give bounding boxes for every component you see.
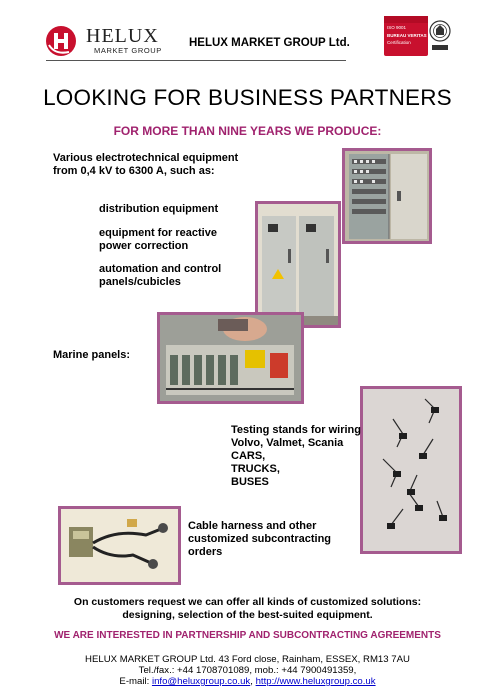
website-link[interactable]: http://www.heluxgroup.co.uk [255,676,376,687]
cable-harness-photo [58,506,181,585]
cable-harness-image [61,509,178,582]
power-cabinets-photo [255,201,341,328]
product-item [99,203,218,216]
offer-text [0,596,495,622]
certification-panel [384,16,428,56]
distribution-cabinet-photo [342,148,432,244]
email-label: E-mail: [119,676,150,687]
product-line: distribution equipment [99,203,219,215]
footer-address: HELUX MARKET GROUP Ltd. 43 Ford close, Rainham, ESSEX, RM13 7AU [85,654,410,665]
product-line: equipment for reactive [99,227,217,239]
page-subtitle: FOR MORE THAN NINE YEARS WE PRODUCE: [113,124,382,138]
testing-line: CARS, [231,450,266,462]
logo-wordmark: HELUX [86,25,159,47]
header-divider [46,60,346,61]
testing-line: Testing stands for wiring [231,424,361,436]
cert-line: ISO 9001 [387,25,407,30]
footer-contacts [0,676,495,687]
offer-line: designing, selection of the best-suited equipment. [122,609,373,621]
testing-line: BUSES [231,476,269,488]
cert-line: Certification [387,40,411,45]
cable-line: orders [188,546,223,558]
marine-panel-photo [157,312,304,404]
cable-harness-text [188,520,331,559]
intro-line: Various electrotechnical equipment [53,152,239,164]
cert-line: BUREAU VERITAS [387,33,427,38]
cable-line: customized subcontracting [188,533,332,545]
certification-tab [384,16,428,23]
cabinet-image [345,151,429,241]
email-link[interactable]: info@heluxgroup.co.uk [151,676,251,687]
testing-stands-text [231,424,361,489]
certification-badge [384,16,452,56]
offer-line: On customers request we can offer all kinds of customized solutions: [73,596,422,608]
product-line: automation and control [99,263,222,275]
logo-subtitle: MARKET GROUP [94,46,162,55]
cabinets-image [258,204,338,325]
page-title: LOOKING FOR BUSINESS PARTNERS [43,85,452,110]
testing-line: TRUCKS, [231,463,280,475]
product-line: panels/cubicles [99,276,181,288]
helux-logo-icon [45,25,77,57]
bureau-veritas-seal-icon [429,19,451,53]
partnership-cta: WE ARE INTERESTED IN PARTNERSHIP AND SUBCONTRACTING AGREEMENTS [54,630,441,641]
footer-separator: , [250,676,253,687]
product-item [99,227,217,253]
intro-line: from 0,4 kV to 6300 A, such as: [53,165,215,177]
marine-panel-image [160,315,301,401]
cable-line: Cable harness and other [188,520,317,532]
marine-panels-label: Marine panels: [53,349,131,361]
product-line: power correction [99,240,189,252]
footer-phones: Tel./fax.: +44 1708701089, mob.: +44 7900491359, [138,665,357,676]
testing-stand-photo [360,386,462,554]
testing-stand-image [363,389,459,551]
company-name: HELUX MARKET GROUP Ltd. [189,37,350,49]
testing-line: Volvo, Valmet, Scania [231,437,344,449]
product-item [99,263,221,289]
intro-text [53,152,238,178]
